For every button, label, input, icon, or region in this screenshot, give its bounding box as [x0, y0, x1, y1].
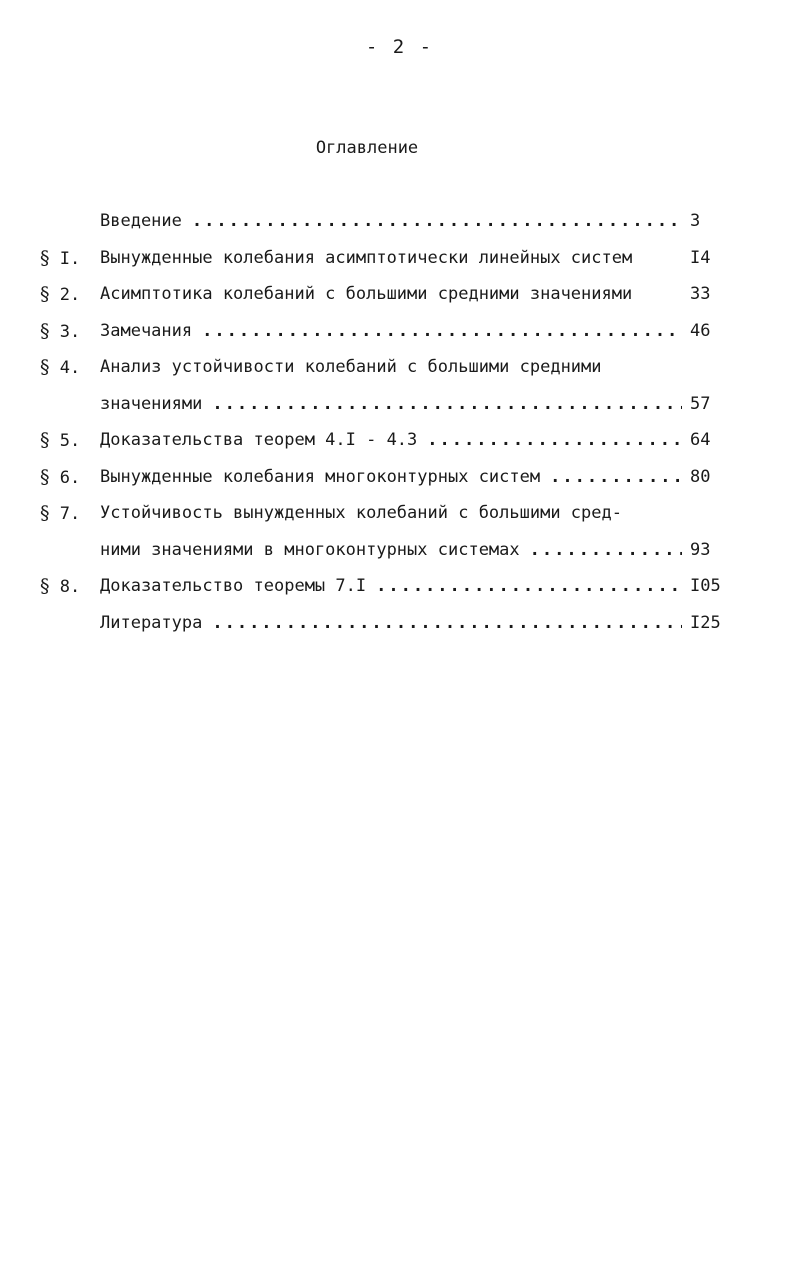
- entry-title: Замечания: [100, 320, 193, 341]
- section-number: § 3.: [40, 319, 81, 342]
- entry-title: Устойчивость вынужденных колебаний с большими сред-: [100, 503, 622, 523]
- dot-leader: [550, 459, 682, 496]
- toc-entry-line: [40, 203, 740, 240]
- entry-title: Вынужденные колебания асимптотически линейных систем: [100, 247, 633, 268]
- page-ref: 64: [690, 430, 711, 450]
- entry-title: Доказательство теоремы 7.I: [100, 576, 367, 596]
- page-ref: I4: [690, 247, 711, 268]
- section-number: § 2.: [40, 283, 81, 305]
- page-ref: 33: [690, 284, 711, 304]
- entry-title: Вынужденные колебания многоконтурных систем: [100, 466, 541, 487]
- entry-title: Литература: [100, 612, 203, 633]
- section-number: § I.: [40, 246, 81, 269]
- section-number: § 4.: [40, 356, 81, 378]
- entry-title: Асимптотика колебаний с большими средними значениями: [100, 284, 633, 304]
- toc-entry-line: [40, 605, 740, 642]
- page-ref: 80: [690, 466, 711, 487]
- dot-leader: [192, 203, 682, 240]
- toc-entry-line: [40, 459, 740, 496]
- entry-title: Введение: [100, 211, 182, 231]
- dot-leader: [376, 568, 682, 605]
- toc-entry-line: [40, 349, 740, 386]
- toc-entry-line: [40, 313, 740, 350]
- page-number: - 2 -: [365, 36, 434, 58]
- page-ref: I05: [690, 576, 721, 596]
- toc-entry-line: [40, 240, 740, 277]
- toc-entry-line: [40, 532, 740, 569]
- dot-leader: [530, 532, 682, 569]
- dot-leader: [202, 313, 682, 350]
- dot-leader: [212, 386, 682, 423]
- toc-entry-line: [40, 422, 740, 459]
- toc-entry-line: [40, 386, 740, 423]
- section-number: § 7.: [40, 502, 81, 524]
- entry-title: значениями: [100, 393, 203, 414]
- entry-title: Анализ устойчивости колебаний с большими средними: [100, 357, 602, 377]
- page-ref: 57: [690, 393, 711, 414]
- section-number: § 6.: [40, 465, 81, 488]
- toc-entry-line: [40, 495, 740, 532]
- page-ref: I25: [690, 612, 721, 633]
- toc-title: Оглавление: [315, 138, 419, 158]
- entry-title: ними значениями в многоконтурных системах: [100, 539, 520, 560]
- toc-entry-line: [40, 568, 740, 605]
- section-number: § 5.: [40, 429, 81, 451]
- section-number: § 8.: [40, 575, 81, 597]
- table-of-contents: [40, 203, 740, 641]
- dot-leader: [427, 422, 682, 459]
- toc-entry-line: [40, 276, 740, 313]
- entry-title: Доказательства теорем 4.I - 4.3: [100, 430, 418, 450]
- dot-leader: [212, 605, 682, 642]
- page-ref: 46: [690, 320, 711, 341]
- page-ref: 3: [690, 211, 701, 231]
- page-ref: 93: [690, 539, 711, 560]
